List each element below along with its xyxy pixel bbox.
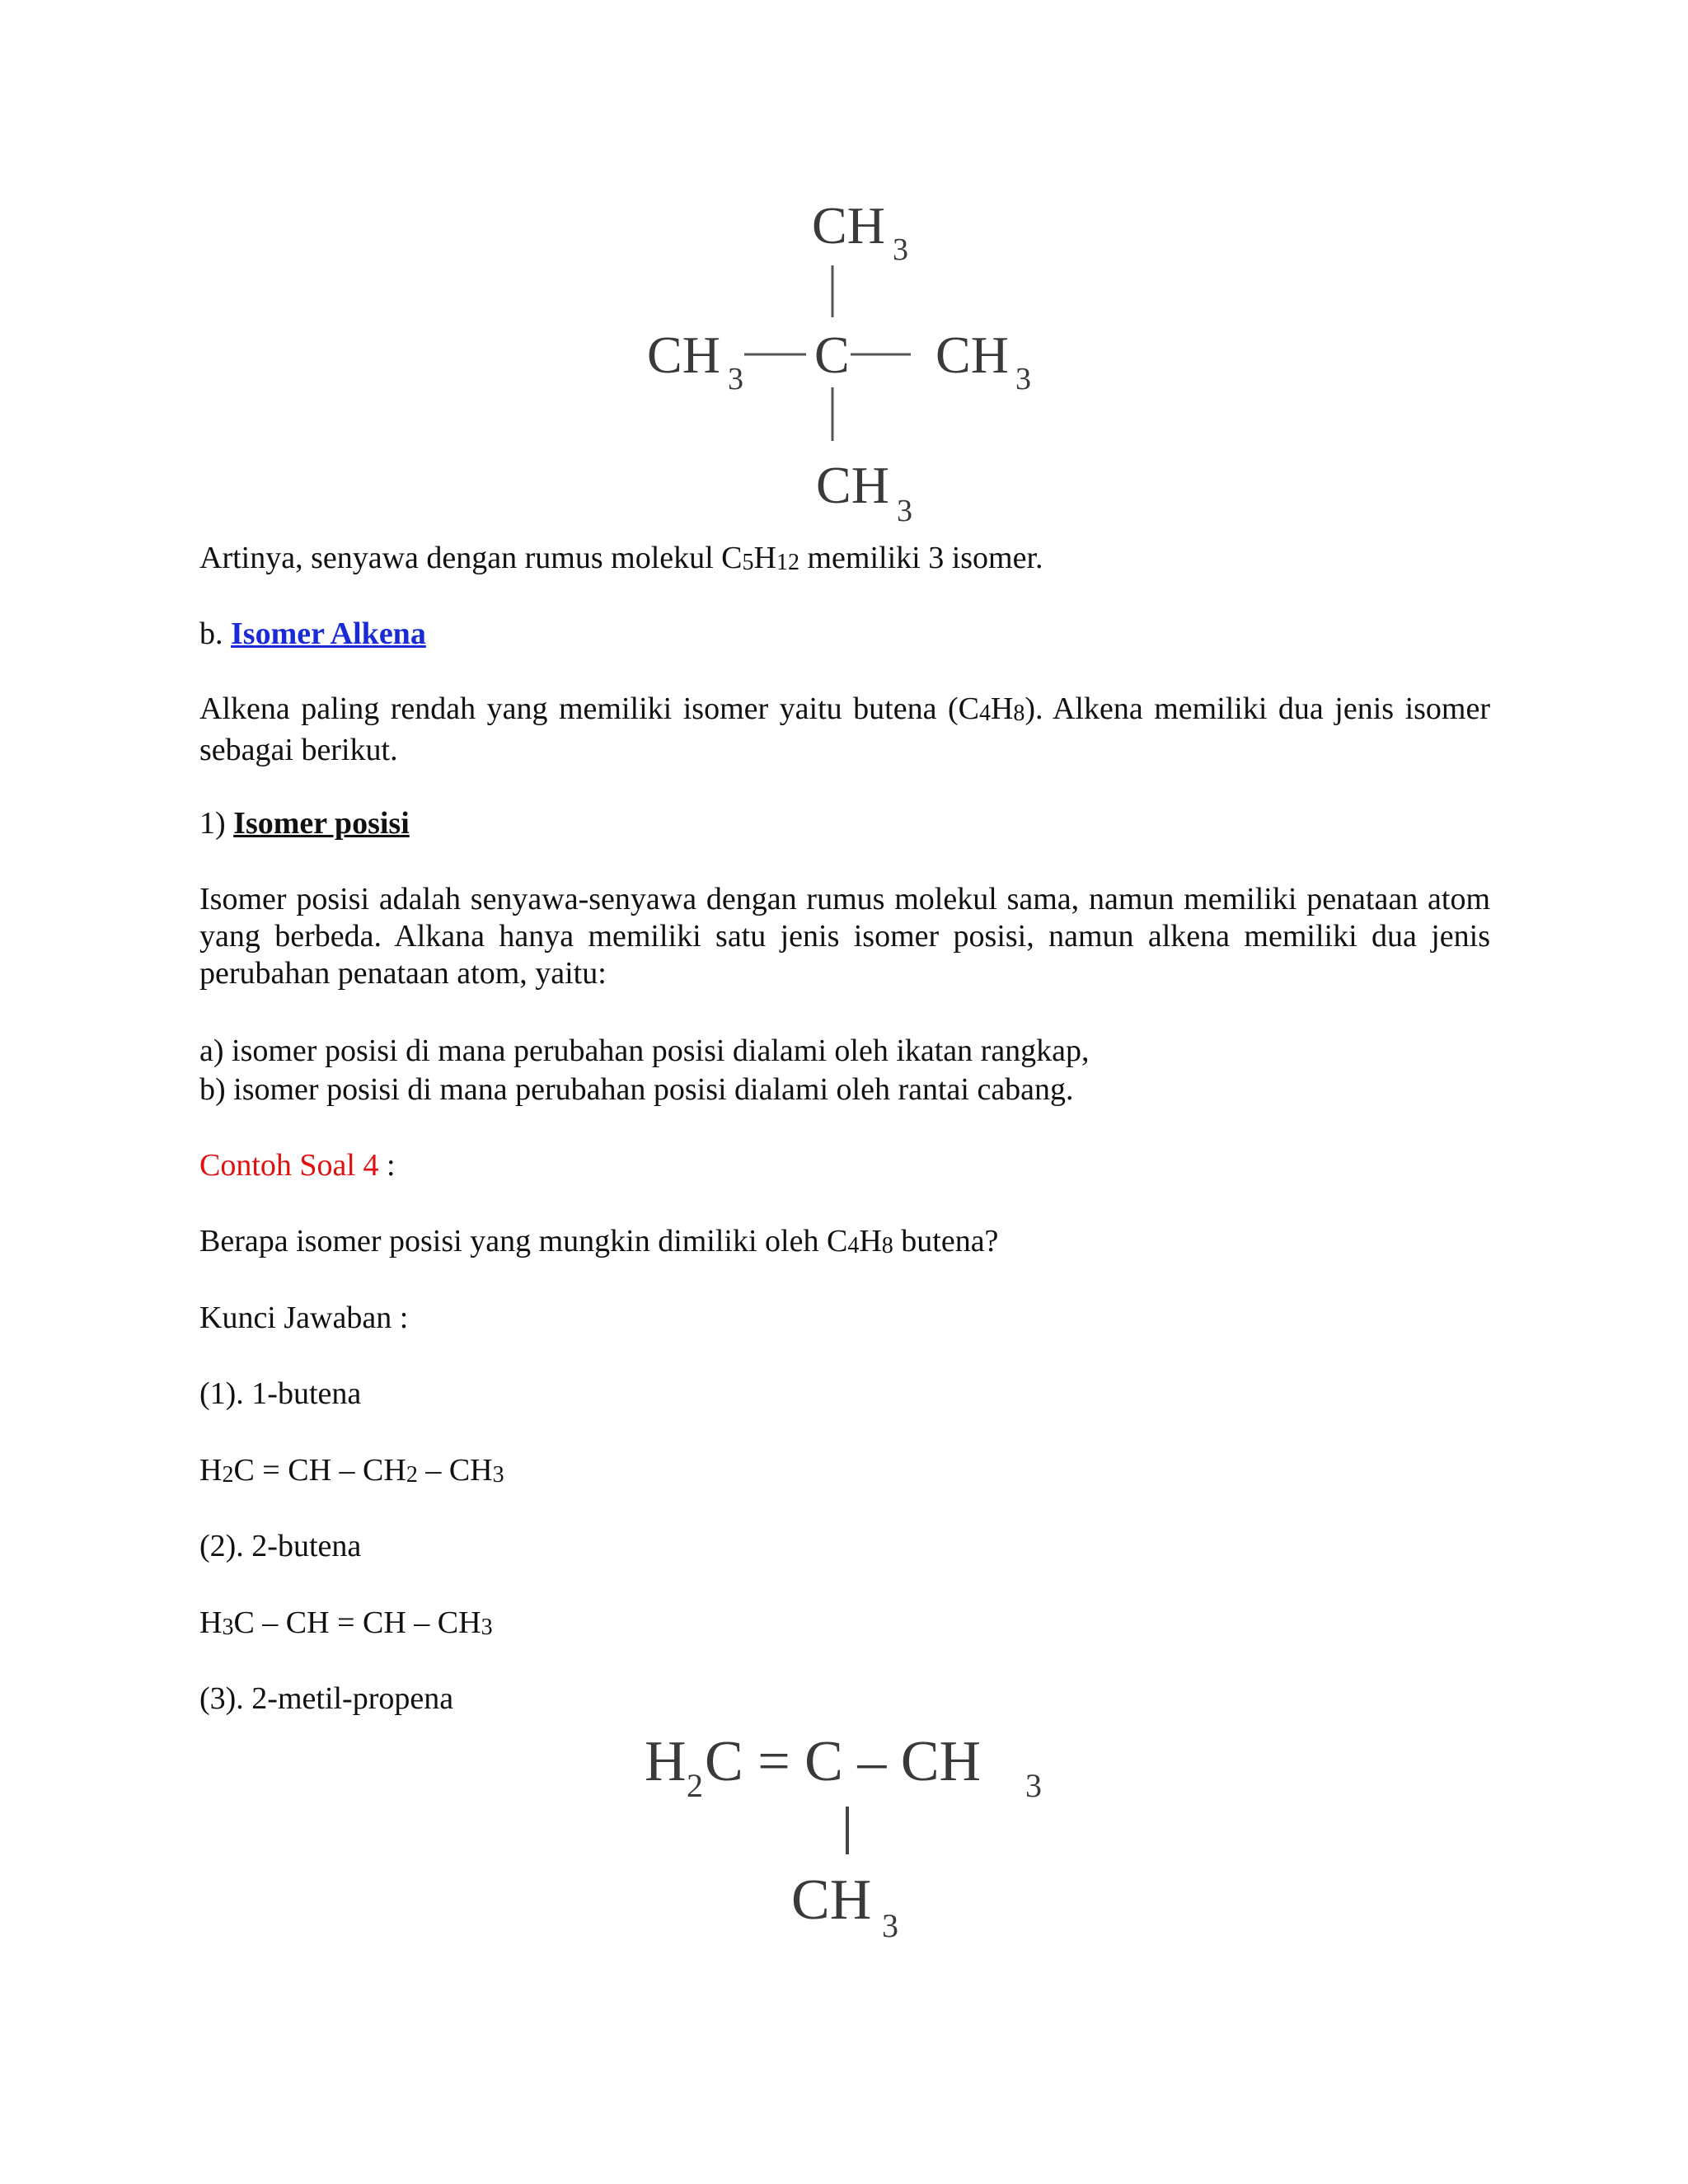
branch-ch-text: CH [791,1868,872,1932]
a2-text-b: C – CH = CH – CH [233,1605,481,1640]
artinya-sub-1: 5 [742,550,754,575]
a1-sub-1: 2 [222,1462,234,1488]
a1-sub-3: 3 [492,1462,504,1488]
artinya-text-b: H [753,541,776,575]
a1-text-c: – CH [417,1453,493,1488]
artinya-text-c: memiliki 3 isomer. [799,541,1043,575]
artinya-sub-2: 12 [776,550,799,575]
contoh-soal-heading [199,1146,396,1184]
answer-2-label: (2). 2-butena [199,1529,362,1563]
alkena-text-c: ). Alkena memiliki dua jenis isomer sebagai berikut. [199,691,1491,767]
alkena-text-a: Alkena paling rendah yang memiliki isomer yaitu butena (C [199,691,979,726]
h-sub-text: 2 [687,1767,703,1804]
left-sub-text: 3 [728,362,743,396]
top-ch-text: CH [812,196,885,255]
neopentane-structure [626,190,1055,536]
left-ch-text: CH [647,326,720,384]
answer-1-label: (1). 1-butena [199,1376,362,1411]
chain-text: C = C – CH [705,1730,982,1793]
bottom-sub-text: 3 [897,494,912,528]
section-b-prefix: b. [199,616,231,651]
posisi-paragraph: Isomer posisi adalah senyawa-senyawa dengan rumus molekul sama, namun memiliki penataan atom yang berbeda. Alkana hanya memiliki satu jenis isomer posisi, namun alkena memiliki dua jenis perubahan penataan atom, yaitu: [199,882,1490,991]
question-sub-2: 8 [881,1233,893,1258]
alkena-text-b: H [990,691,1014,726]
alkena-paragraph [199,691,1490,769]
a1-text-b: C = CH – CH [233,1453,406,1488]
question-text-b: H [859,1224,882,1258]
kunci-jawaban: Kunci Jawaban : [199,1301,409,1335]
a2-text-a: H [199,1605,223,1640]
a1-sub-2: 2 [406,1462,418,1488]
list-item-b: b) isomer posisi di mana perubahan posisi dialami oleh rantai cabang. [199,1072,1074,1107]
answer-3-label: (3). 2-metil-propena [199,1681,454,1716]
right-ch-text: CH [935,326,1009,384]
question-sub-1: 4 [847,1233,860,1258]
question-text-c: butena? [893,1224,999,1258]
artinya-line [199,539,1043,582]
isomer-alkena-link[interactable]: Isomer Alkena [231,616,426,651]
artinya-text-a: Artinya, senyawa dengan rumus molekul C [199,541,743,575]
center-c-text: C [814,326,850,384]
contoh-soal-colon: : [378,1148,396,1183]
section-1-prefix: 1) [199,806,234,841]
section-1-heading [199,804,410,842]
bottom-ch-text: CH [816,456,889,514]
isomer-posisi-heading: Isomer posisi [233,806,410,841]
top-sub-text: 3 [893,232,908,267]
metilpropena-structure [635,1714,1063,1945]
question-line [199,1222,998,1265]
h-text: H [645,1730,687,1793]
question-text-a: Berapa isomer posisi yang mungkin dimiliki oleh C [199,1224,848,1258]
list-item-a: a) isomer posisi di mana perubahan posisi dialami oleh ikatan rangkap, [199,1033,1090,1068]
branch-sub-text: 3 [882,1907,898,1944]
a2-sub-2: 3 [481,1615,493,1640]
section-b-heading [199,615,426,653]
answer-2-formula [199,1604,493,1647]
contoh-soal-label: Contoh Soal 4 [199,1148,379,1183]
a2-sub-1: 3 [222,1615,234,1640]
chain-sub-text: 3 [1025,1767,1042,1804]
alkena-sub-2: 8 [1013,701,1025,726]
a1-text-a: H [199,1453,223,1488]
alkena-sub-1: 4 [978,701,991,726]
right-sub-text: 3 [1015,362,1031,396]
answer-1-formula [199,1451,504,1494]
